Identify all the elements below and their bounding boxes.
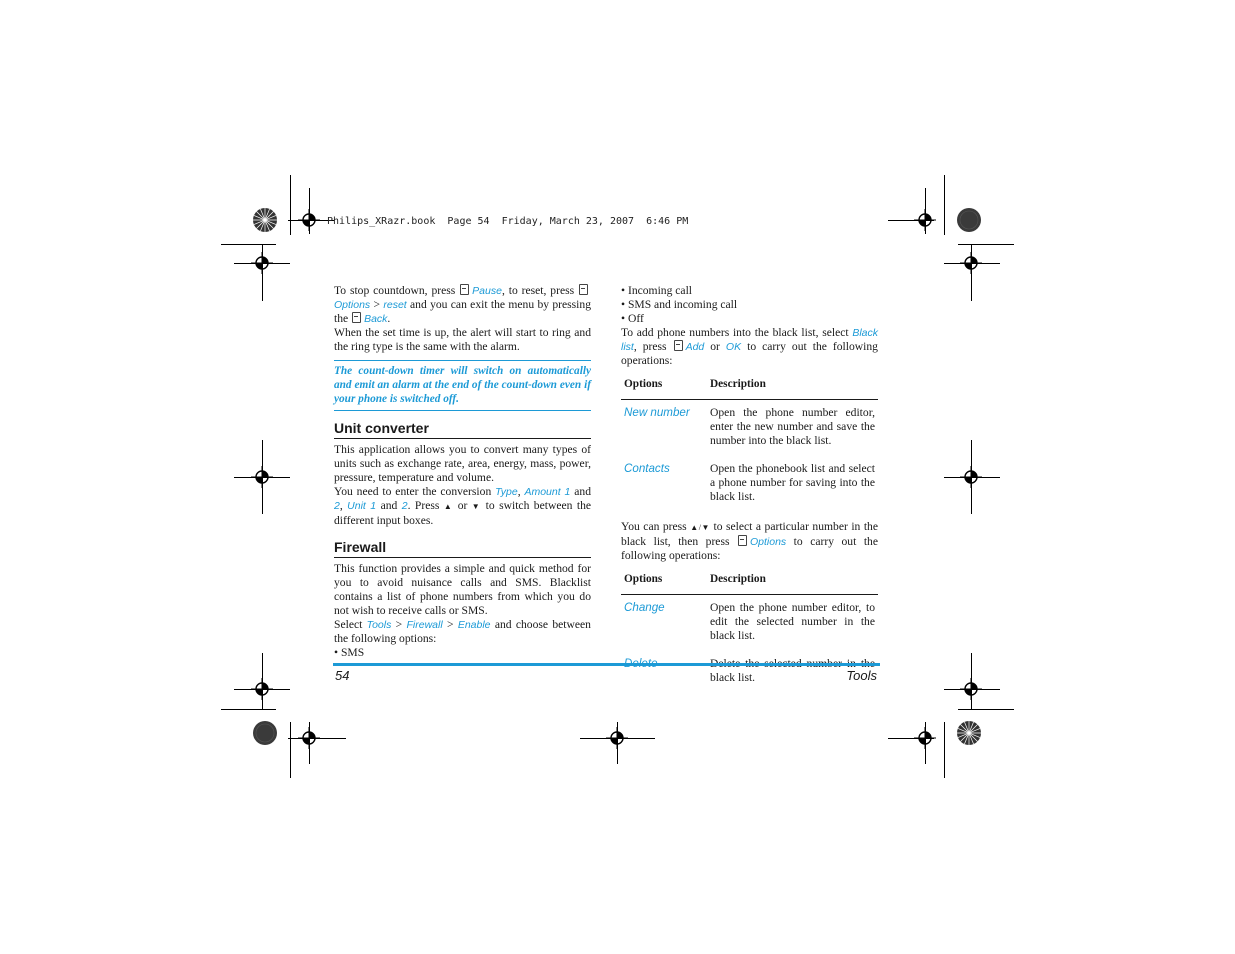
unit-keyword: Unit 1 (347, 500, 377, 512)
softkey-icon (460, 284, 469, 295)
pause-keyword: Pause (472, 285, 502, 297)
options-column-header: Options (621, 374, 707, 400)
add-options-table (621, 374, 878, 512)
countdown-paragraph: To stop countdown, press Pause, to reset, press Options > reset and you can exit the menu by pressing the Back. (334, 284, 591, 325)
firewall-keyword: Firewall (406, 619, 443, 631)
down-arrow-icon: ▼ (471, 502, 482, 511)
description-column-header: Description (707, 569, 878, 595)
unit-2-keyword: 2 (401, 500, 408, 512)
ok-keyword: OK (725, 341, 742, 353)
table-header-row (621, 374, 878, 400)
option-cell: Change (624, 601, 665, 614)
unit-intro-paragraph: This application allows you to convert many types of units such as exchange rate, area, energy, mass, power, pressure, temperature and volume. (334, 443, 591, 484)
option-cell (621, 651, 707, 693)
reset-keyword: reset (383, 299, 407, 311)
add-keyword: Add (685, 341, 705, 353)
black-list-keyword: Black list (621, 327, 878, 353)
option-cell: Contacts (624, 462, 670, 475)
bullet-sms: • SMS (334, 646, 365, 659)
starburst-disc-icon (956, 207, 982, 233)
tools-keyword: Tools (366, 619, 392, 631)
description-cell: black list. (710, 671, 756, 684)
footer-rule (333, 663, 880, 666)
options-keyword: Options (749, 536, 787, 548)
amount-keyword: Amount 1 (524, 486, 571, 498)
up-down-arrows-icon: ▲/▼ (690, 523, 711, 532)
firewall-intro-paragraph: This function provides a simple and quick method for you to avoid nuisance calls and SMS. Blacklist contains a list of phone numbers from which you do not wish to receive calls or SMS. (334, 562, 591, 617)
table-header-row (621, 569, 878, 595)
softkey-icon (352, 312, 361, 323)
enable-keyword: Enable (457, 619, 491, 631)
softkey-icon (579, 284, 588, 295)
firewall-select-paragraph: Select Tools > Firewall > Enable and choose between the following options: (334, 618, 591, 645)
description-cell: Open the phonebook list and select a phone number for saving into the black list. (710, 462, 875, 503)
table-row (621, 595, 878, 652)
starburst-disc-icon (252, 207, 278, 233)
type-keyword: Type (495, 486, 518, 498)
add-blacklist-paragraph: To add phone numbers into the black list, select Black list, press Add or OK to carry out the following operations: (621, 326, 878, 367)
up-arrow-icon: ▲ (443, 502, 454, 511)
table-row (621, 400, 878, 457)
bullet-sms-and-incoming-call: • SMS and incoming call (621, 298, 738, 311)
bullet-incoming-call: • Incoming call (621, 284, 693, 297)
option-cell: New number (624, 406, 690, 419)
countdown-note: The count-down timer will switch on automatically and emit an alarm at the end of the count-down even if your phone is switched off. (334, 360, 591, 411)
right-column (621, 284, 878, 701)
edit-options-table (621, 569, 878, 693)
table-row (621, 651, 878, 693)
options-keyword: Options (334, 299, 371, 311)
unit-usage-paragraph: You need to enter the conversion Type, Amount 1 and 2, Unit 1 and 2. Press ▲ or ▼ to switch between the different input boxes. (334, 485, 592, 527)
table-row (621, 456, 878, 512)
bullet-off: • Off (621, 312, 644, 325)
amount-2-keyword: 2 (334, 500, 340, 512)
left-column (334, 284, 591, 660)
options-column-header: Options (621, 569, 707, 595)
section-title: Tools (846, 668, 877, 683)
softkey-icon (738, 535, 747, 546)
book-header: Philips_XRazr.book Page 54 Friday, March 23, 2007 6:46 PM (327, 216, 689, 227)
select-number-paragraph: You can press ▲/▼ to select a particular number in the black list, then press Options to carry out the following operations: (621, 520, 878, 562)
alert-paragraph: When the set time is up, the alert will start to ring and the ring type is the same with the alarm. (334, 326, 591, 353)
description-column-header: Description (707, 374, 878, 400)
firewall-heading: Firewall (334, 540, 591, 558)
starburst-disc-icon (252, 720, 278, 746)
description-cell: Open the phone number editor, enter the new number and save the number into the black list. (710, 406, 875, 447)
description-cell: Open the phone number editor, to edit the selected number in the black list. (710, 601, 875, 642)
back-keyword: Back (364, 313, 388, 325)
softkey-icon (674, 340, 683, 351)
unit-converter-heading: Unit converter (334, 421, 591, 439)
starburst-disc-icon (956, 720, 982, 746)
page-number: 54 (335, 668, 350, 683)
